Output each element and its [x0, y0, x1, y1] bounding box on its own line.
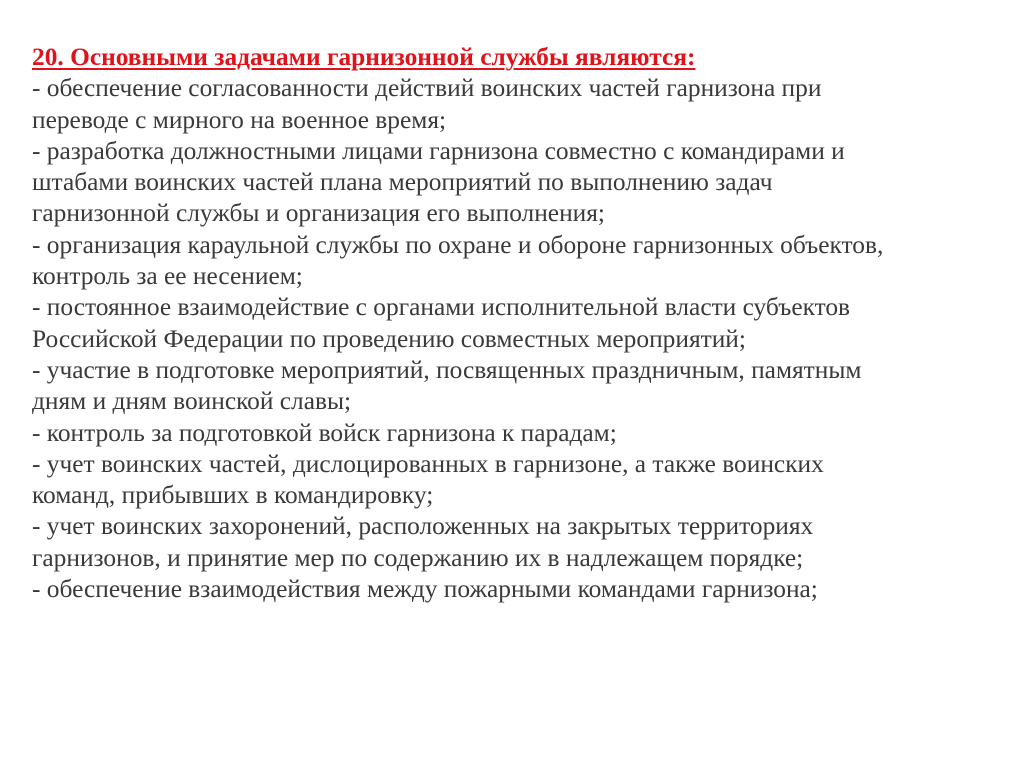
body-line: - учет воинских частей, дислоцированных в гарнизоне, а также воинских: [32, 449, 824, 478]
body-line: - обеспечение согласованности действий воинских частей гарнизона при: [32, 74, 822, 103]
slide-content: [32, 42, 1007, 605]
body-line: гарнизонов, и принятие мер по содержанию их в надлежащем порядке;: [32, 543, 804, 572]
body-line: - участие в подготовке мероприятий, посвященных праздничным, памятным: [32, 355, 862, 384]
body-line: контроль за ее несением;: [32, 262, 303, 291]
body-line: - учет воинских захоронений, расположенных на закрытых территориях: [32, 512, 814, 541]
body-line: - контроль за подготовкой войск гарнизона к парадам;: [32, 418, 617, 447]
slide-title: 20. Основными задачами гарнизонной службы являются:: [32, 43, 696, 71]
body-line: - постоянное взаимодействие с органами исполнительной власти субъектов: [32, 293, 851, 322]
body-line: переводе с мирного на военное время;: [32, 105, 447, 134]
body-line: - обеспечение взаимодействия между пожарными командами гарнизона;: [32, 575, 818, 604]
body-line: команд, прибывших в командировку;: [32, 481, 434, 510]
body-line: гарнизонной службы и организация его выполнения;: [32, 199, 605, 228]
body-line: дням и дням воинской славы;: [32, 387, 352, 416]
body-line: - разработка должностными лицами гарнизона совместно с командирами и: [32, 136, 845, 165]
body-line: - организация караульной службы по охране и обороне гарнизонных объектов,: [32, 230, 884, 259]
body-line: Российской Федерации по проведению совместных мероприятий;: [32, 324, 746, 353]
body-line: штабами воинских частей плана мероприятий по выполнению задач: [32, 168, 773, 197]
